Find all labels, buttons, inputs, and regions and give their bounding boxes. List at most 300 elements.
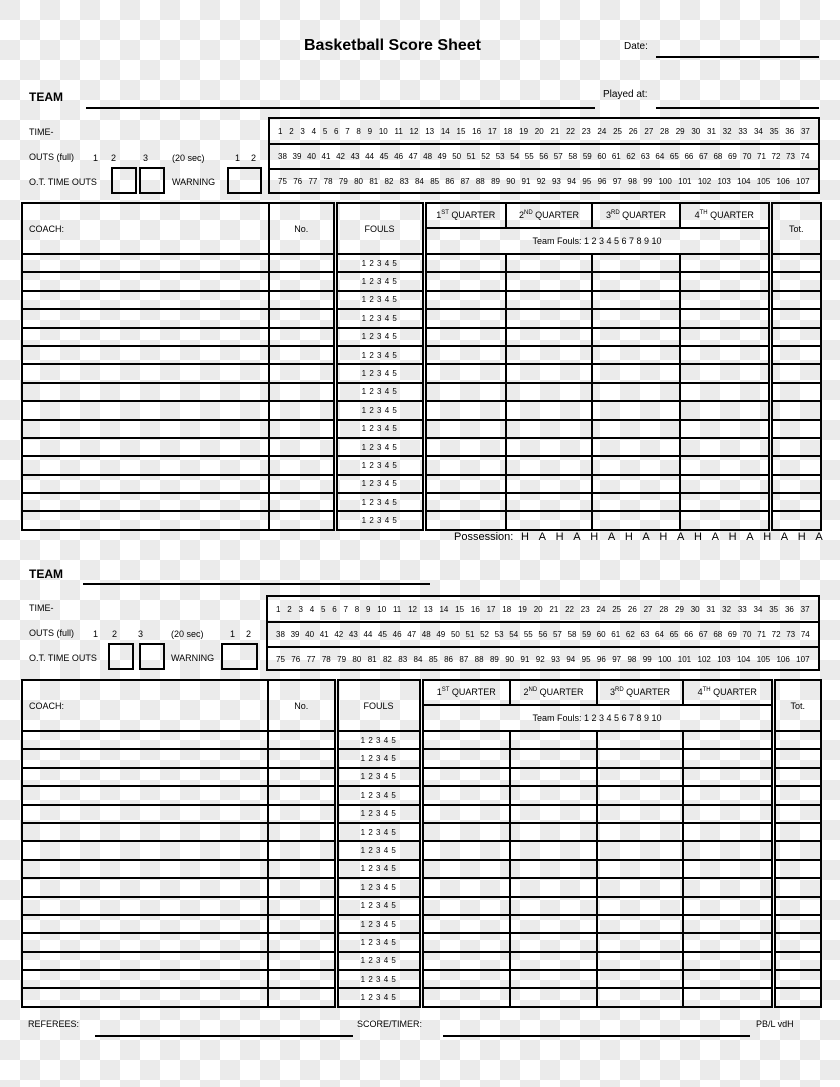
q2-cell[interactable] <box>506 291 592 309</box>
score-number[interactable]: 41 <box>319 630 329 639</box>
score-number[interactable]: 33 <box>738 127 748 136</box>
score-number[interactable]: 73 <box>786 630 796 639</box>
score-number[interactable]: 60 <box>597 152 607 161</box>
score-number[interactable]: 7 <box>343 605 348 614</box>
score-number[interactable]: 65 <box>669 152 679 161</box>
q4-cell[interactable] <box>680 364 770 382</box>
team2-score-row-1[interactable] <box>268 597 818 622</box>
score-number[interactable]: 24 <box>596 605 606 614</box>
score-number[interactable]: 91 <box>521 177 531 186</box>
score-number[interactable]: 91 <box>520 655 530 664</box>
player-name-cell[interactable] <box>22 749 268 767</box>
score-number[interactable]: 2 <box>287 605 292 614</box>
score-number[interactable]: 49 <box>436 630 446 639</box>
total-cell[interactable] <box>770 272 821 290</box>
score-number[interactable]: 59 <box>582 630 592 639</box>
team1-ot-box-1[interactable] <box>111 167 137 194</box>
score-timer-line[interactable] <box>443 1035 750 1037</box>
q4-cell[interactable] <box>683 952 773 970</box>
q3-cell[interactable] <box>592 401 680 419</box>
q2-cell[interactable] <box>510 970 597 988</box>
score-number[interactable]: 27 <box>644 127 654 136</box>
q1-cell[interactable] <box>421 841 510 859</box>
score-number[interactable]: 105 <box>756 655 771 664</box>
score-number[interactable]: 12 <box>408 605 417 614</box>
player-fouls-cell[interactable]: 1 2 3 4 5 <box>335 493 424 511</box>
score-number[interactable]: 30 <box>691 127 701 136</box>
total-cell[interactable] <box>770 309 821 327</box>
q1-cell[interactable] <box>424 475 506 493</box>
score-number[interactable]: 59 <box>582 152 592 161</box>
score-number[interactable]: 42 <box>336 152 345 161</box>
score-number[interactable]: 87 <box>460 177 470 186</box>
q3-cell[interactable] <box>597 897 683 915</box>
total-cell[interactable] <box>773 988 821 1006</box>
q1-cell[interactable] <box>421 768 510 786</box>
player-fouls-cell[interactable]: 1 2 3 4 5 <box>336 988 421 1006</box>
score-number[interactable]: 63 <box>640 630 650 639</box>
score-number[interactable]: 85 <box>430 177 440 186</box>
q2-cell[interactable] <box>506 272 592 290</box>
q1-cell[interactable] <box>424 493 506 511</box>
total-cell[interactable] <box>770 254 821 272</box>
player-name-cell[interactable] <box>22 309 269 327</box>
player-number-cell[interactable] <box>268 970 336 988</box>
score-number[interactable]: 90 <box>505 655 515 664</box>
q3-cell[interactable] <box>592 254 680 272</box>
score-number[interactable]: 80 <box>352 655 362 664</box>
score-number[interactable]: 78 <box>321 655 331 664</box>
q2-cell[interactable] <box>510 988 597 1006</box>
score-number[interactable]: 32 <box>722 605 732 614</box>
score-number[interactable]: 52 <box>481 152 491 161</box>
score-number[interactable]: 18 <box>502 605 512 614</box>
possession-away[interactable]: A <box>815 531 823 543</box>
score-number[interactable]: 76 <box>291 655 301 664</box>
player-number-cell[interactable] <box>268 768 336 786</box>
score-number[interactable]: 64 <box>655 630 664 639</box>
score-number[interactable]: 83 <box>398 655 408 664</box>
player-number-cell[interactable] <box>268 915 336 933</box>
score-number[interactable]: 6 <box>332 605 337 614</box>
possession-home[interactable]: H <box>521 531 529 543</box>
q2-cell[interactable] <box>506 328 592 346</box>
score-number[interactable]: 43 <box>350 152 360 161</box>
player-name-cell[interactable] <box>22 860 268 878</box>
score-number[interactable]: 82 <box>384 177 394 186</box>
possession-home[interactable]: H <box>555 531 564 543</box>
player-number-cell[interactable] <box>268 952 336 970</box>
score-number[interactable]: 96 <box>597 177 607 186</box>
q4-cell[interactable] <box>683 970 773 988</box>
total-cell[interactable] <box>773 860 821 878</box>
score-number[interactable]: 78 <box>323 177 333 186</box>
score-number[interactable]: 103 <box>717 177 731 186</box>
q4-cell[interactable] <box>683 823 773 841</box>
q4-cell[interactable] <box>680 475 770 493</box>
q3-cell[interactable] <box>597 841 683 859</box>
score-number[interactable]: 87 <box>459 655 469 664</box>
q4-cell[interactable] <box>683 731 773 749</box>
score-number[interactable]: 28 <box>659 605 669 614</box>
total-cell[interactable] <box>770 383 821 401</box>
score-number[interactable]: 24 <box>597 127 607 136</box>
player-name-cell[interactable] <box>22 383 269 401</box>
score-number[interactable]: 11 <box>392 605 402 614</box>
player-number-cell[interactable] <box>269 511 335 529</box>
q3-cell[interactable] <box>592 438 680 456</box>
score-number[interactable]: 54 <box>509 630 519 639</box>
player-number-cell[interactable] <box>268 731 336 749</box>
q4-cell[interactable] <box>680 511 770 529</box>
score-number[interactable]: 63 <box>640 152 650 161</box>
q1-cell[interactable] <box>421 988 510 1006</box>
score-number[interactable]: 52 <box>480 630 489 639</box>
total-cell[interactable] <box>773 933 821 951</box>
possession-home[interactable]: H <box>797 531 806 543</box>
player-number-cell[interactable] <box>268 897 336 915</box>
team-fouls[interactable]: Team Fouls: 1 2 3 4 5 6 7 8 9 10 <box>421 705 773 731</box>
player-name-cell[interactable] <box>22 328 269 346</box>
score-number[interactable]: 94 <box>566 655 576 664</box>
score-number[interactable]: 65 <box>669 630 679 639</box>
q4-cell[interactable] <box>683 860 773 878</box>
score-number[interactable]: 101 <box>677 655 692 664</box>
player-name-cell[interactable] <box>22 768 268 786</box>
q2-cell[interactable] <box>510 768 597 786</box>
total-cell[interactable] <box>773 841 821 859</box>
player-number-cell[interactable] <box>268 933 336 951</box>
player-name-cell[interactable] <box>22 438 269 456</box>
q3-cell[interactable] <box>597 805 683 823</box>
score-number[interactable]: 57 <box>553 152 563 161</box>
score-number[interactable]: 48 <box>421 630 431 639</box>
score-number[interactable]: 98 <box>627 655 637 664</box>
q4-cell[interactable] <box>680 291 770 309</box>
player-number-cell[interactable] <box>269 401 335 419</box>
q2-cell[interactable] <box>506 309 592 327</box>
score-number[interactable]: 53 <box>495 152 505 161</box>
score-number[interactable]: 40 <box>307 152 316 161</box>
score-number[interactable]: 82 <box>382 655 392 664</box>
player-number-cell[interactable] <box>268 749 336 767</box>
score-number[interactable]: 3 <box>298 605 303 614</box>
score-number[interactable]: 49 <box>437 152 447 161</box>
player-number-cell[interactable] <box>269 254 335 272</box>
score-number[interactable]: 61 <box>611 152 621 161</box>
score-number[interactable]: 7 <box>345 127 350 136</box>
player-name-cell[interactable] <box>22 511 269 529</box>
score-number[interactable]: 97 <box>612 177 622 186</box>
q4-cell[interactable] <box>683 897 773 915</box>
player-name-cell[interactable] <box>22 988 268 1006</box>
player-name-cell[interactable] <box>22 475 269 493</box>
player-number-cell[interactable] <box>269 456 335 474</box>
total-cell[interactable] <box>773 731 821 749</box>
score-number[interactable]: 37 <box>800 605 810 614</box>
score-number[interactable]: 64 <box>655 152 665 161</box>
score-number[interactable]: 84 <box>413 655 423 664</box>
referees-line[interactable] <box>95 1035 353 1037</box>
team2-score-row-2[interactable] <box>268 622 818 647</box>
total-cell[interactable] <box>770 328 821 346</box>
score-number[interactable]: 70 <box>742 630 752 639</box>
team2-ot-box-2[interactable] <box>139 643 165 670</box>
score-number[interactable]: 34 <box>753 127 763 136</box>
player-number-cell[interactable] <box>268 988 336 1006</box>
total-cell[interactable] <box>770 511 821 529</box>
q4-cell[interactable] <box>683 805 773 823</box>
score-number[interactable]: 50 <box>452 152 462 161</box>
score-number[interactable]: 39 <box>290 630 300 639</box>
score-number[interactable]: 37 <box>800 127 810 136</box>
q2-cell[interactable] <box>506 254 592 272</box>
q1-cell[interactable] <box>421 823 510 841</box>
player-name-cell[interactable] <box>22 933 268 951</box>
total-cell[interactable] <box>773 952 821 970</box>
score-number[interactable]: 104 <box>736 655 751 664</box>
score-number[interactable]: 27 <box>643 605 653 614</box>
q1-cell[interactable] <box>421 952 510 970</box>
score-number[interactable]: 38 <box>278 152 287 161</box>
q3-cell[interactable] <box>592 420 680 438</box>
score-number[interactable]: 75 <box>278 177 287 186</box>
q1-cell[interactable] <box>424 420 506 438</box>
score-number[interactable]: 39 <box>292 152 302 161</box>
player-fouls-cell[interactable]: 1 2 3 4 5 <box>336 860 421 878</box>
q3-cell[interactable] <box>597 860 683 878</box>
score-number[interactable]: 4 <box>311 127 317 136</box>
player-fouls-cell[interactable]: 1 2 3 4 5 <box>335 291 424 309</box>
score-number[interactable]: 5 <box>322 127 328 136</box>
score-number[interactable]: 102 <box>697 655 711 664</box>
score-number[interactable]: 45 <box>379 152 389 161</box>
q3-cell[interactable] <box>592 456 680 474</box>
score-number[interactable]: 20 <box>534 127 544 136</box>
q4-cell[interactable] <box>683 933 773 951</box>
player-name-cell[interactable] <box>22 915 268 933</box>
q4-cell[interactable] <box>680 420 770 438</box>
q3-cell[interactable] <box>597 786 683 804</box>
q4-cell[interactable] <box>680 328 770 346</box>
possession-home[interactable]: H <box>624 531 633 543</box>
score-number[interactable]: 41 <box>321 152 331 161</box>
score-number[interactable]: 95 <box>581 655 591 664</box>
date-field-line[interactable] <box>656 56 819 58</box>
player-fouls-cell[interactable]: 1 2 3 4 5 <box>335 456 424 474</box>
score-number[interactable]: 15 <box>456 127 466 136</box>
score-number[interactable]: 18 <box>503 127 513 136</box>
player-name-cell[interactable] <box>22 364 269 382</box>
score-number[interactable]: 45 <box>378 630 387 639</box>
score-number[interactable]: 89 <box>491 177 500 186</box>
q1-cell[interactable] <box>424 456 506 474</box>
q2-cell[interactable] <box>506 383 592 401</box>
player-number-cell[interactable] <box>269 475 335 493</box>
q1-cell[interactable] <box>421 897 510 915</box>
q4-cell[interactable] <box>683 768 773 786</box>
player-fouls-cell[interactable]: 1 2 3 4 5 <box>336 915 421 933</box>
player-number-cell[interactable] <box>268 878 336 896</box>
player-number-cell[interactable] <box>269 272 335 290</box>
player-fouls-cell[interactable]: 1 2 3 4 5 <box>335 364 424 382</box>
q1-cell[interactable] <box>424 511 506 529</box>
player-name-cell[interactable] <box>22 731 268 749</box>
score-number[interactable]: 86 <box>445 177 455 186</box>
score-number[interactable]: 10 <box>378 127 388 136</box>
player-name-cell[interactable] <box>22 346 269 364</box>
score-number[interactable]: 97 <box>612 655 622 664</box>
score-number[interactable]: 94 <box>567 177 577 186</box>
score-number[interactable]: 10 <box>377 605 387 614</box>
possession-home[interactable]: H <box>763 531 772 543</box>
q3-cell[interactable] <box>597 878 683 896</box>
q1-cell[interactable] <box>421 731 510 749</box>
score-number[interactable]: 101 <box>678 177 692 186</box>
total-cell[interactable] <box>770 364 821 382</box>
player-fouls-cell[interactable]: 1 2 3 4 5 <box>335 254 424 272</box>
q2-cell[interactable] <box>510 915 597 933</box>
score-number[interactable]: 42 <box>334 630 344 639</box>
score-number[interactable]: 99 <box>643 177 653 186</box>
score-number[interactable]: 19 <box>519 127 529 136</box>
score-number[interactable]: 92 <box>535 655 545 664</box>
q3-cell[interactable] <box>592 493 680 511</box>
q3-cell[interactable] <box>592 383 680 401</box>
player-number-cell[interactable] <box>268 786 336 804</box>
player-fouls-cell[interactable]: 1 2 3 4 5 <box>336 731 421 749</box>
q1-cell[interactable] <box>421 915 510 933</box>
score-number[interactable]: 36 <box>784 605 794 614</box>
score-number[interactable]: 69 <box>727 630 737 639</box>
player-name-cell[interactable] <box>22 823 268 841</box>
score-number[interactable]: 50 <box>450 630 460 639</box>
possession-away[interactable]: A <box>607 531 616 543</box>
team1-name-line[interactable] <box>86 107 595 109</box>
possession-home[interactable]: H <box>694 531 702 543</box>
total-cell[interactable] <box>773 749 821 767</box>
score-number[interactable]: 71 <box>757 152 766 161</box>
q2-cell[interactable] <box>510 805 597 823</box>
player-name-cell[interactable] <box>22 897 268 915</box>
score-number[interactable]: 57 <box>552 630 562 639</box>
score-number[interactable]: 25 <box>613 127 622 136</box>
score-number[interactable]: 68 <box>713 152 723 161</box>
total-cell[interactable] <box>770 346 821 364</box>
score-number[interactable]: 29 <box>675 605 684 614</box>
score-number[interactable]: 93 <box>551 655 560 664</box>
score-number[interactable]: 104 <box>737 177 751 186</box>
score-number[interactable]: 71 <box>757 630 766 639</box>
player-fouls-cell[interactable]: 1 2 3 4 5 <box>336 749 421 767</box>
total-cell[interactable] <box>773 805 821 823</box>
player-fouls-cell[interactable]: 1 2 3 4 5 <box>336 768 421 786</box>
q1-cell[interactable] <box>424 364 506 382</box>
q3-cell[interactable] <box>597 823 683 841</box>
score-number[interactable]: 23 <box>581 127 591 136</box>
total-cell[interactable] <box>773 878 821 896</box>
player-fouls-cell[interactable]: 1 2 3 4 5 <box>335 401 424 419</box>
player-number-cell[interactable] <box>268 823 336 841</box>
team-fouls[interactable]: Team Fouls: 1 2 3 4 5 6 7 8 9 10 <box>424 228 770 254</box>
score-number[interactable]: 55 <box>524 152 534 161</box>
q2-cell[interactable] <box>510 841 597 859</box>
player-number-cell[interactable] <box>269 328 335 346</box>
score-number[interactable]: 72 <box>771 630 781 639</box>
score-number[interactable]: 61 <box>611 630 621 639</box>
score-number[interactable]: 31 <box>706 605 716 614</box>
score-number[interactable]: 51 <box>466 152 476 161</box>
q4-cell[interactable] <box>683 988 773 1006</box>
score-number[interactable]: 66 <box>684 152 694 161</box>
team1-score-row-1[interactable] <box>270 119 818 144</box>
player-name-cell[interactable] <box>22 456 269 474</box>
score-number[interactable]: 31 <box>707 127 716 136</box>
score-number[interactable]: 29 <box>675 127 685 136</box>
score-number[interactable]: 67 <box>698 630 708 639</box>
player-fouls-cell[interactable]: 1 2 3 4 5 <box>336 933 421 951</box>
q4-cell[interactable] <box>680 309 770 327</box>
score-number[interactable]: 26 <box>627 605 637 614</box>
score-number[interactable]: 12 <box>409 127 419 136</box>
score-number[interactable]: 48 <box>423 152 433 161</box>
score-number[interactable]: 47 <box>408 152 418 161</box>
player-number-cell[interactable] <box>269 346 335 364</box>
score-number[interactable]: 3 <box>300 127 305 136</box>
q3-cell[interactable] <box>597 988 683 1006</box>
played-at-line[interactable] <box>656 107 819 109</box>
score-number[interactable]: 34 <box>753 605 763 614</box>
player-number-cell[interactable] <box>269 493 335 511</box>
score-number[interactable]: 16 <box>472 127 482 136</box>
score-number[interactable]: 58 <box>567 630 577 639</box>
score-number[interactable]: 93 <box>551 177 561 186</box>
player-fouls-cell[interactable]: 1 2 3 4 5 <box>336 823 421 841</box>
player-fouls-cell[interactable]: 1 2 3 4 5 <box>335 475 424 493</box>
score-number[interactable]: 77 <box>306 655 316 664</box>
q2-cell[interactable] <box>506 475 592 493</box>
score-number[interactable]: 62 <box>625 630 635 639</box>
total-cell[interactable] <box>770 475 821 493</box>
score-number[interactable]: 22 <box>565 605 574 614</box>
score-number[interactable]: 80 <box>354 177 363 186</box>
score-number[interactable]: 21 <box>550 127 560 136</box>
score-number[interactable]: 51 <box>465 630 475 639</box>
possession-away[interactable]: A <box>642 531 650 543</box>
q2-cell[interactable] <box>510 823 597 841</box>
player-name-cell[interactable] <box>22 272 269 290</box>
score-number[interactable]: 5 <box>321 605 326 614</box>
player-fouls-cell[interactable]: 1 2 3 4 5 <box>336 952 421 970</box>
total-cell[interactable] <box>770 291 821 309</box>
possession-away[interactable]: A <box>780 531 789 543</box>
player-name-cell[interactable] <box>22 493 269 511</box>
q1-cell[interactable] <box>424 383 506 401</box>
score-number[interactable]: 19 <box>517 605 527 614</box>
score-number[interactable]: 88 <box>475 177 485 186</box>
possession-away[interactable]: A <box>677 531 685 543</box>
q2-cell[interactable] <box>510 860 597 878</box>
team2-warning-box[interactable] <box>221 643 258 670</box>
total-cell[interactable] <box>770 401 821 419</box>
score-number[interactable]: 107 <box>796 655 810 664</box>
score-number[interactable]: 70 <box>742 152 752 161</box>
player-fouls-cell[interactable]: 1 2 3 4 5 <box>335 511 424 529</box>
score-number[interactable]: 77 <box>308 177 318 186</box>
score-number[interactable]: 38 <box>276 630 285 639</box>
score-number[interactable]: 13 <box>425 127 435 136</box>
q2-cell[interactable] <box>510 952 597 970</box>
